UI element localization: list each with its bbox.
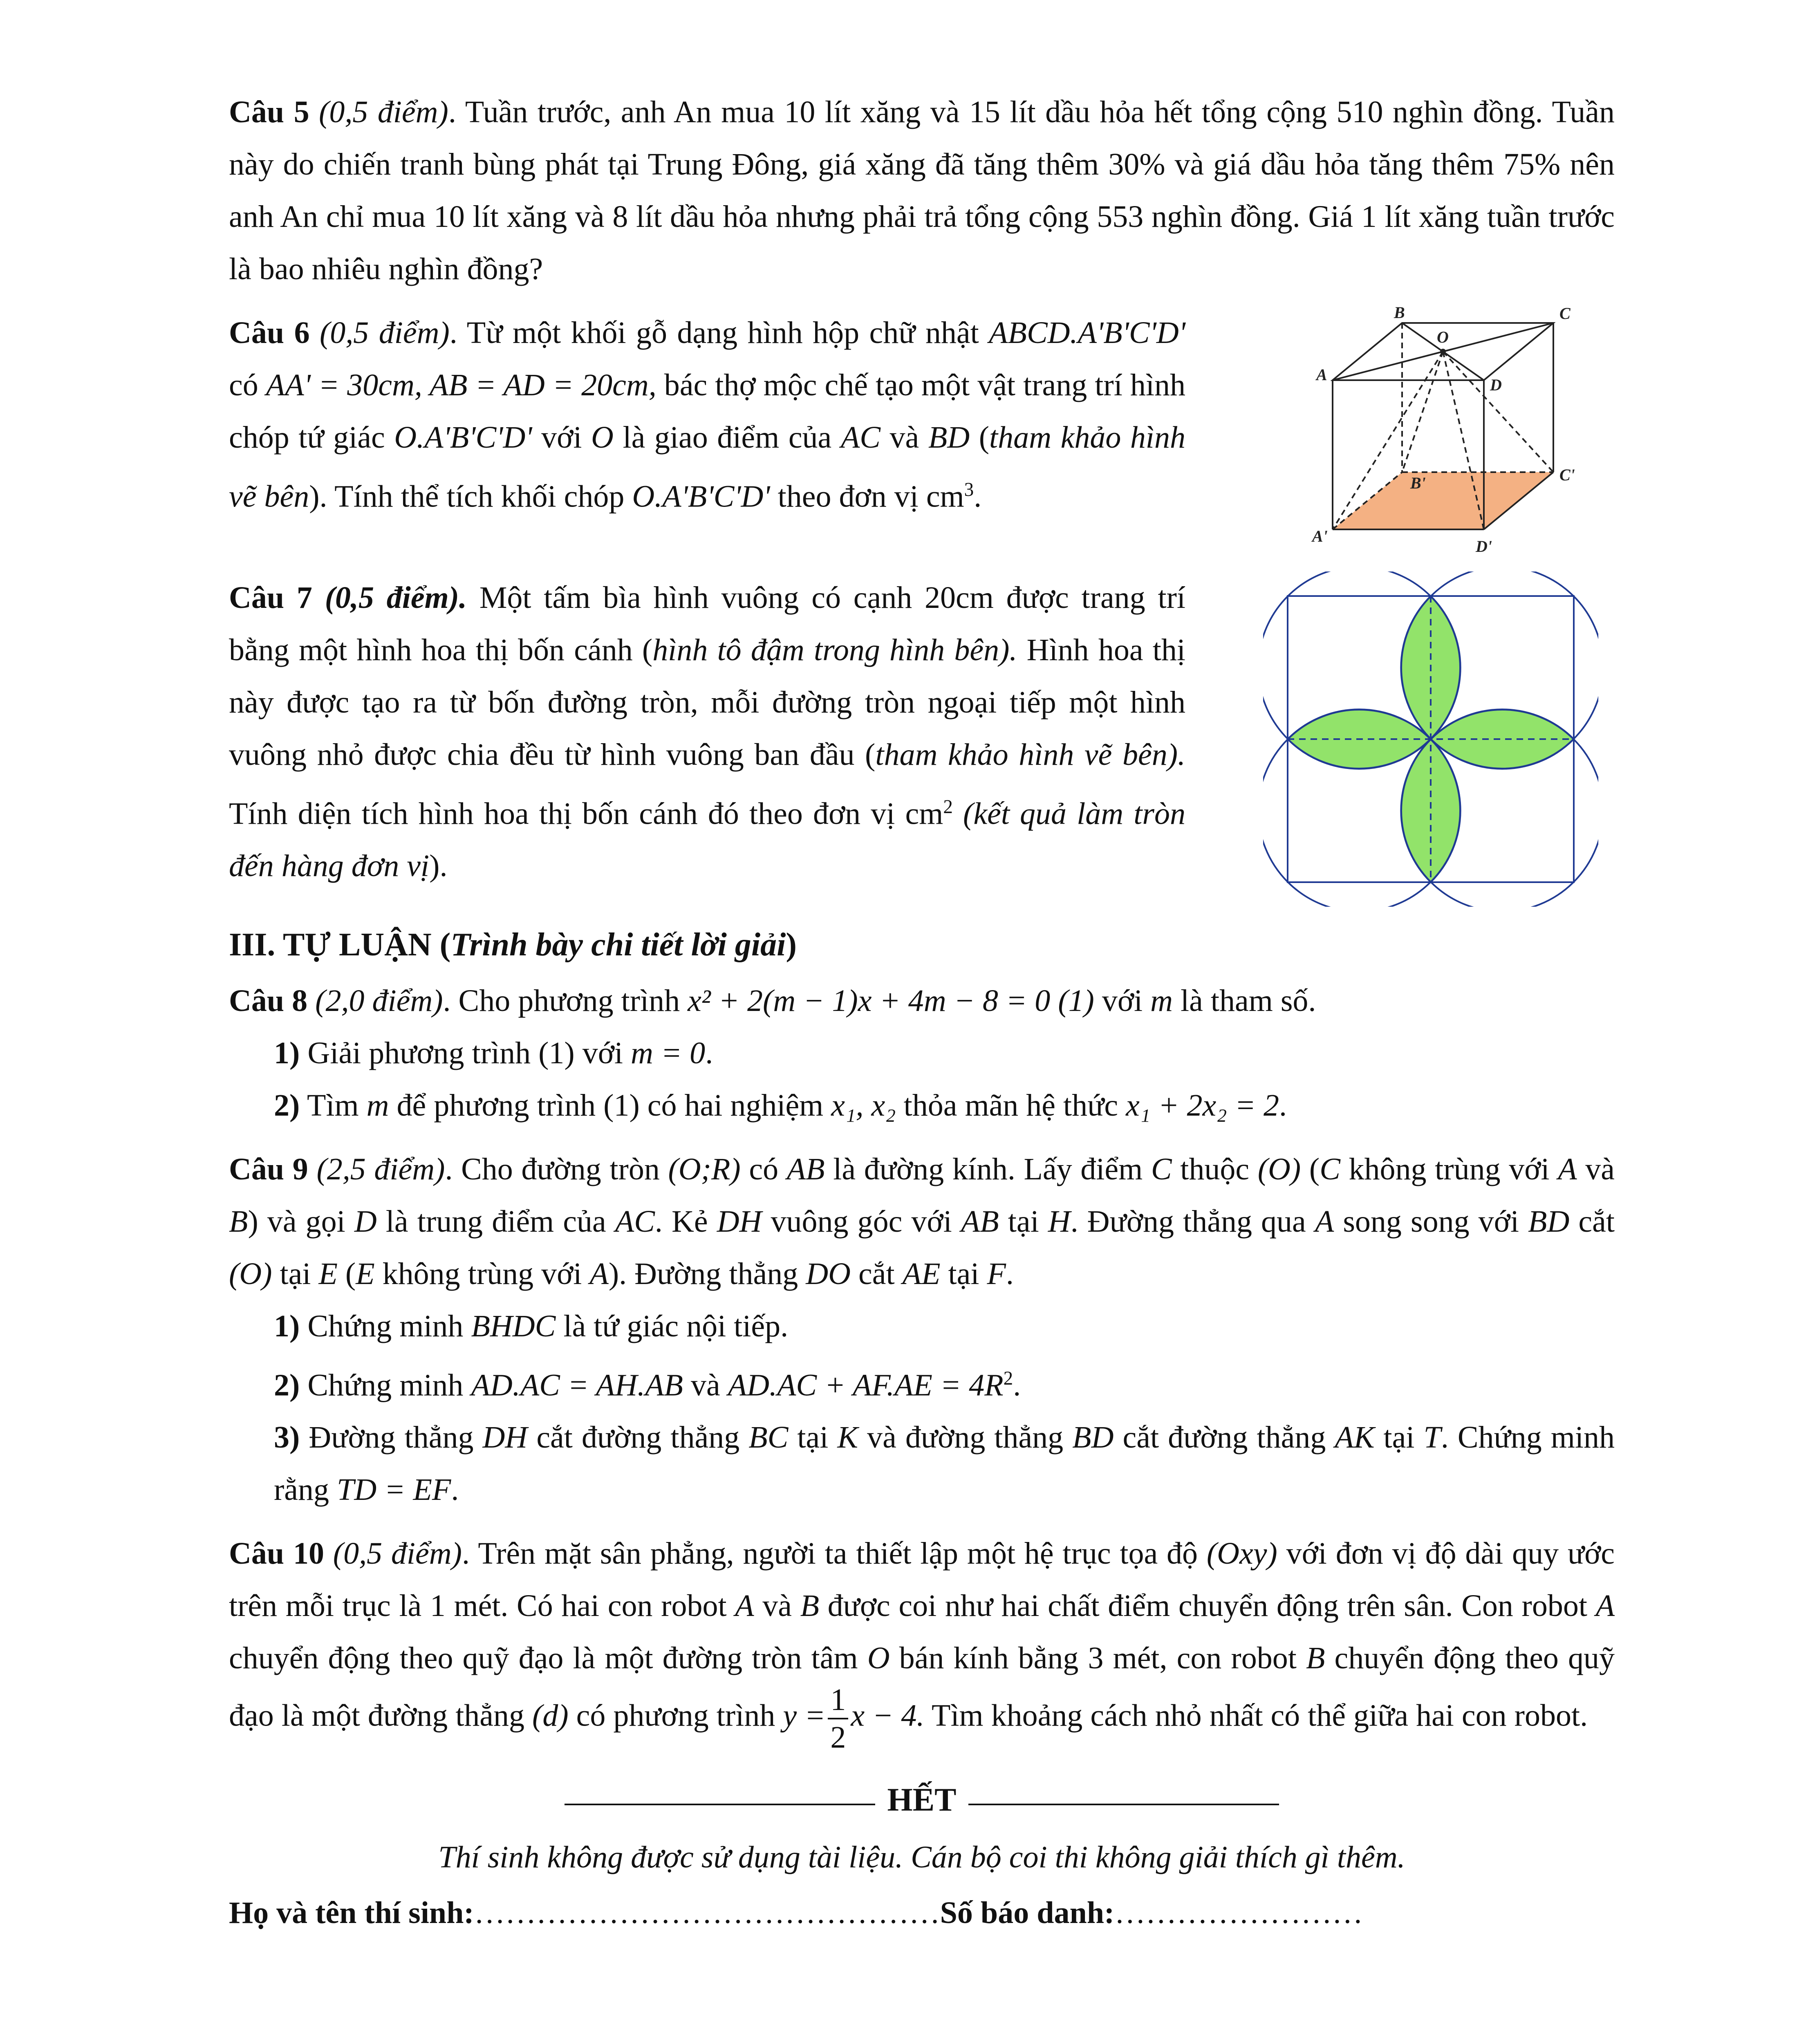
q6-t9: theo đơn vị cm	[770, 479, 964, 514]
q10-t4: được coi như hai chất điểm chuyển động trên sân. Con robot	[819, 1589, 1596, 1623]
section-title-end: )	[786, 927, 797, 963]
q8-p2b: để phương trình (1) có hai nghiệm	[389, 1088, 831, 1123]
q9-t18: không trùng với	[374, 1257, 590, 1291]
q9-t16: tại	[272, 1257, 319, 1291]
q9-m14: E	[356, 1257, 375, 1291]
q10-m3: A	[1595, 1589, 1615, 1623]
label-d1: D'	[1476, 537, 1492, 556]
label-b1: B'	[1410, 474, 1426, 492]
q7-t1: Một tấm bìa hình vuông có cạnh 20cm được trang trí bằng một hình hoa thị bốn cánh (	[229, 580, 1185, 667]
question-7	[229, 572, 1615, 907]
q9-p1b: là tứ giác nội tiếp.	[556, 1309, 789, 1343]
label-c: C	[1559, 307, 1571, 323]
section-title	[229, 918, 1615, 971]
q6-figure-col	[1247, 307, 1615, 560]
question-6	[229, 307, 1615, 560]
label-d: D	[1490, 376, 1502, 394]
q9-p3-m4: BD	[1072, 1420, 1114, 1455]
q9-p1-label: 1)	[274, 1309, 300, 1343]
section-title-main: III. TỰ LUẬN (	[229, 927, 451, 963]
q9-t14: song song với	[1334, 1204, 1528, 1239]
q6-t2: có	[229, 368, 266, 402]
q6-t7: (	[970, 420, 990, 455]
q10-t8: có phương trình	[568, 1698, 783, 1733]
q9-m17: AE	[902, 1257, 941, 1291]
q9-part-1	[229, 1300, 1615, 1352]
end-rule-left	[565, 1804, 875, 1805]
q9-m7: AC	[615, 1204, 655, 1239]
q10-m1: A	[735, 1589, 754, 1623]
q9-t10: . Kẻ	[654, 1204, 717, 1239]
q8-equation: x² + 2(m − 1)x + 4m − 8 = 0 (1)	[688, 984, 1094, 1018]
q10-t2: với đơn vị độ dài quy ước trên mỗi trục là 1 mét. Có hai con robot	[229, 1536, 1615, 1623]
q9-t6: không trùng với	[1340, 1152, 1558, 1186]
q8-p2-label: 2)	[274, 1088, 300, 1123]
cuboid-pyramid-figure	[1271, 307, 1590, 560]
q6-m1: ABCD.A'B'C'D'	[989, 316, 1185, 350]
q9-t20: cắt	[851, 1257, 903, 1291]
q10-eq-right: x − 4.	[851, 1698, 925, 1733]
end-rule-right	[968, 1804, 1279, 1805]
q9-part-2	[229, 1352, 1615, 1411]
q9-c1: (O;R)	[668, 1152, 741, 1186]
q9-p3-m6: T	[1423, 1420, 1441, 1455]
q7-t4: ).	[429, 849, 448, 883]
q6-t10: .	[974, 479, 982, 514]
q10-points: (0,5 điểm)	[333, 1536, 462, 1571]
q9-t5: (	[1301, 1152, 1320, 1186]
q5-points: (0,5 điểm)	[319, 95, 448, 129]
q6-t1: . Từ một khối gỗ dạng hình hộp chữ nhật	[449, 316, 989, 350]
q6-m6: BD	[928, 420, 970, 455]
end-title: HẾT	[887, 1782, 957, 1818]
q9-m11: A	[1315, 1204, 1334, 1239]
q9-m12: BD	[1528, 1204, 1570, 1239]
q6-t5: là giao điểm của	[613, 420, 841, 455]
q9-t8: ) và gọi	[248, 1204, 354, 1239]
q6-t4: với	[532, 420, 591, 455]
q9-p3-eq: TD = EF	[337, 1472, 451, 1507]
q9-t3: là đường kính. Lấy điểm	[824, 1152, 1151, 1186]
q6-m2: AA' = 30cm, AB = AD = 20cm,	[266, 368, 656, 402]
q8-part-2	[229, 1079, 1615, 1132]
q8-p1-end: .	[705, 1036, 713, 1070]
candidate-number-label: Số báo danh:	[940, 1896, 1115, 1930]
q9-p3c: tại	[788, 1420, 838, 1455]
q8-m: m	[1150, 984, 1173, 1018]
q9-m6: D	[354, 1204, 377, 1239]
q10-t5: chuyển động theo quỹ đạo là một đường tròn tâm	[229, 1641, 867, 1676]
q9-t21: tại	[940, 1257, 987, 1291]
q6-t3: bác thợ mộc chế tạo một vật trang trí hình chóp tứ giác	[229, 368, 1185, 455]
q10-t6: bán kính bằng 3 mét, con robot	[889, 1641, 1306, 1676]
q10-frac-den: 2	[830, 1720, 846, 1755]
q8-p1-label: 1)	[274, 1036, 300, 1070]
q9-m2: C	[1151, 1152, 1172, 1186]
q9-m15: A	[589, 1257, 609, 1291]
q9-p3-m5: AK	[1335, 1420, 1375, 1455]
q9-t22: .	[1006, 1257, 1014, 1291]
candidate-name-field[interactable]: ………………………………………	[474, 1896, 940, 1930]
q10-label: Câu 10	[229, 1536, 324, 1571]
candidate-name-label: Họ và tên thí sinh:	[229, 1896, 474, 1930]
q8-p2-x: x₁, x₂	[831, 1088, 896, 1123]
q7-i3: (kết quả làm tròn đến hàng đơn vị	[229, 796, 1185, 883]
q6-t8: ). Tính thể tích khối chóp	[309, 479, 632, 514]
q9-t9: là trung điểm của	[376, 1204, 615, 1239]
q9-p2a: Chứng minh	[300, 1368, 471, 1403]
q10-d: (d)	[532, 1698, 569, 1733]
q9-m3: C	[1320, 1152, 1340, 1186]
q9-m1: AB	[786, 1152, 825, 1186]
q8-p2-m: m	[366, 1088, 389, 1123]
q7-figure-col	[1247, 572, 1615, 907]
q6-points: (0,5 điểm)	[320, 316, 450, 350]
q8-points: (2,0 điểm)	[315, 984, 443, 1018]
bottom-face	[1333, 472, 1553, 529]
q7-label: Câu 7	[229, 580, 312, 615]
pyr-o-c1	[1443, 352, 1553, 472]
q10-m4: O	[867, 1641, 890, 1676]
q9-p3-m1: DH	[482, 1420, 528, 1455]
label-a1: A'	[1312, 527, 1328, 545]
q7-t3: Tính diện tích hình hoa thị bốn cánh đó theo đơn vị cm	[229, 796, 943, 831]
q9-p3f: tại	[1374, 1420, 1424, 1455]
q8-p1-m: m = 0	[631, 1036, 706, 1070]
q9-p2-eq2: AD.AC + AF.AE = 4R	[728, 1368, 1004, 1403]
label-o: O	[1437, 328, 1449, 346]
q9-t13: . Đường thẳng qua	[1070, 1204, 1315, 1239]
q9-points: (2,5 điểm)	[316, 1152, 445, 1186]
candidate-info	[229, 1887, 1615, 1939]
q8-p2c: thỏa mãn hệ thức	[896, 1088, 1126, 1123]
q6-ref: tham khảo hình vẽ bên	[229, 420, 1185, 514]
q9-t7: và	[1577, 1152, 1615, 1186]
q6-t6: và	[880, 420, 928, 455]
q9-p3b: cắt đường thẳng	[527, 1420, 749, 1455]
q6-m3: O.A'B'C'D'	[394, 420, 532, 455]
q10-t3: và	[754, 1589, 800, 1623]
q9-p3d: và đường thẳng	[858, 1420, 1073, 1455]
q9-label: Câu 9	[229, 1152, 308, 1186]
q9-m13: E	[318, 1257, 338, 1291]
q9-p3a: Đường thẳng	[300, 1420, 483, 1455]
q9-p3-end: .	[451, 1472, 459, 1507]
exam-note: Thí sinh không được sử dụng tài liệu. Cán bộ coi thi không giải thích gì thêm.	[438, 1840, 1405, 1875]
q8-t3: là tham số.	[1173, 984, 1316, 1018]
q9-t12: tại	[999, 1204, 1048, 1239]
q9-p3g: . Chứng minh rằng	[274, 1420, 1615, 1507]
q9-c3: (O)	[229, 1257, 272, 1291]
q9-p1-m: BHDC	[471, 1309, 556, 1343]
question-10	[229, 1527, 1615, 1753]
pyr-o-b1	[1402, 352, 1443, 472]
q9-t19: ). Đường thẳng	[608, 1257, 806, 1291]
q8-t2: với	[1094, 984, 1151, 1018]
q9-p3-m3: K	[837, 1420, 858, 1455]
q7-text	[229, 572, 1185, 892]
q9-p3e: cắt đường thẳng	[1114, 1420, 1335, 1455]
q6-m5: AC	[840, 420, 880, 455]
q9-m16: DO	[806, 1257, 851, 1291]
q9-m8: DH	[717, 1204, 762, 1239]
q8-p2-end: .	[1279, 1088, 1287, 1123]
q6-m4: O	[591, 420, 614, 455]
q5-label: Câu 5	[229, 95, 309, 129]
q8-label: Câu 8	[229, 984, 308, 1018]
q9-t11: vuông góc với	[762, 1204, 961, 1239]
q10-m2: B	[800, 1589, 820, 1623]
q9-p2-eq1: AD.AC = AH.AB	[471, 1368, 683, 1403]
question-8	[229, 975, 1615, 1027]
q10-t1: . Trên mặt sân phẳng, người ta thiết lập một hệ trục tọa độ	[462, 1536, 1207, 1571]
label-b: B	[1394, 307, 1405, 322]
label-c1: C'	[1559, 466, 1575, 484]
candidate-number-field[interactable]: ……………………	[1114, 1896, 1363, 1930]
q10-t7: chuyển động theo quỹ đạo là một đường thẳng	[229, 1641, 1615, 1733]
q10-eq-left: y =	[783, 1698, 826, 1733]
q10-fraction	[828, 1684, 848, 1753]
q9-m18: F	[987, 1257, 1006, 1291]
end-marker	[229, 1782, 1615, 1819]
q10-m5: B	[1306, 1641, 1325, 1676]
q8-p2-eq: x₁ + 2x₂ = 2	[1126, 1088, 1279, 1123]
q9-c2: (O)	[1257, 1152, 1301, 1186]
q9-p2-label: 2)	[274, 1368, 300, 1403]
q7-i2: tham khảo hình vẽ bên).	[875, 737, 1186, 772]
q10-frac-num: 1	[828, 1684, 848, 1719]
q9-t1: . Cho đường tròn	[445, 1152, 668, 1186]
q10-t9: Tìm khoảng cách nhỏ nhất có thể giữa hai con robot.	[924, 1698, 1588, 1733]
q9-p2b: và	[683, 1368, 728, 1403]
q9-p3-label: 3)	[274, 1420, 300, 1455]
question-5	[229, 86, 1615, 295]
q9-m4: A	[1558, 1152, 1577, 1186]
q9-t17: (	[337, 1257, 356, 1291]
q9-part-3	[229, 1411, 1615, 1516]
section-title-italic: Trình bày chi tiết lời giải	[450, 927, 786, 963]
q7-t2: Hình hoa thị này được tạo ra từ bốn đường tròn, mỗi đường tròn ngoại tiếp một hình vuông nhỏ được chia đều từ hình vuông ban đầu (	[229, 633, 1185, 772]
q9-m10: H	[1048, 1204, 1071, 1239]
q8-part-1	[229, 1027, 1615, 1079]
q8-p1-text: Giải phương trình (1) với	[300, 1036, 631, 1070]
q8-t1: . Cho phương trình	[443, 984, 688, 1018]
q8-p2a: Tìm	[300, 1088, 367, 1123]
q7-points: (0,5 điểm).	[325, 580, 467, 615]
content	[229, 86, 1615, 1939]
point-o	[1440, 349, 1446, 354]
label-a: A	[1316, 365, 1327, 384]
q10-sys: (Oxy)	[1206, 1536, 1277, 1571]
q9-p2-sup: 2	[1003, 1368, 1013, 1389]
q9-p3-m2: BC	[748, 1420, 789, 1455]
q6-sup: 3	[964, 479, 974, 500]
question-9	[229, 1143, 1615, 1300]
q6-m7: O.A'B'C'D'	[632, 479, 770, 514]
q7-i1: hình tô đậm trong hình bên).	[652, 633, 1017, 667]
q9-p1a: Chứng minh	[300, 1309, 471, 1343]
four-petal-flower-figure	[1263, 572, 1598, 907]
q9-t2: có	[740, 1152, 787, 1186]
q9-m9: AB	[961, 1204, 999, 1239]
q9-t15: cắt	[1569, 1204, 1615, 1239]
q7-sup: 2	[943, 796, 953, 818]
q6-label: Câu 6	[229, 316, 310, 350]
q9-p2-end: .	[1013, 1368, 1021, 1403]
q9-m5: B	[229, 1204, 248, 1239]
q9-t4: thuộc	[1172, 1152, 1258, 1186]
q6-text	[229, 307, 1185, 522]
q5-text: . Tuần trước, anh An mua 10 lít xăng và 15 lít dầu hỏa hết tổng cộng 510 nghìn đồng. Tuần này do chiến tranh bùng phát tại Trung Đông, giá xăng đã tăng thêm 30% và giá dầu hỏa tăng thêm 75% nên anh An chỉ mua 10 lít xăng và 8 lít dầu hỏa nhưng phải trả tổng cộng 553 nghìn đồng. Giá 1 lít xăng tuần trước là bao nhiêu nghìn đồng?	[229, 95, 1615, 286]
